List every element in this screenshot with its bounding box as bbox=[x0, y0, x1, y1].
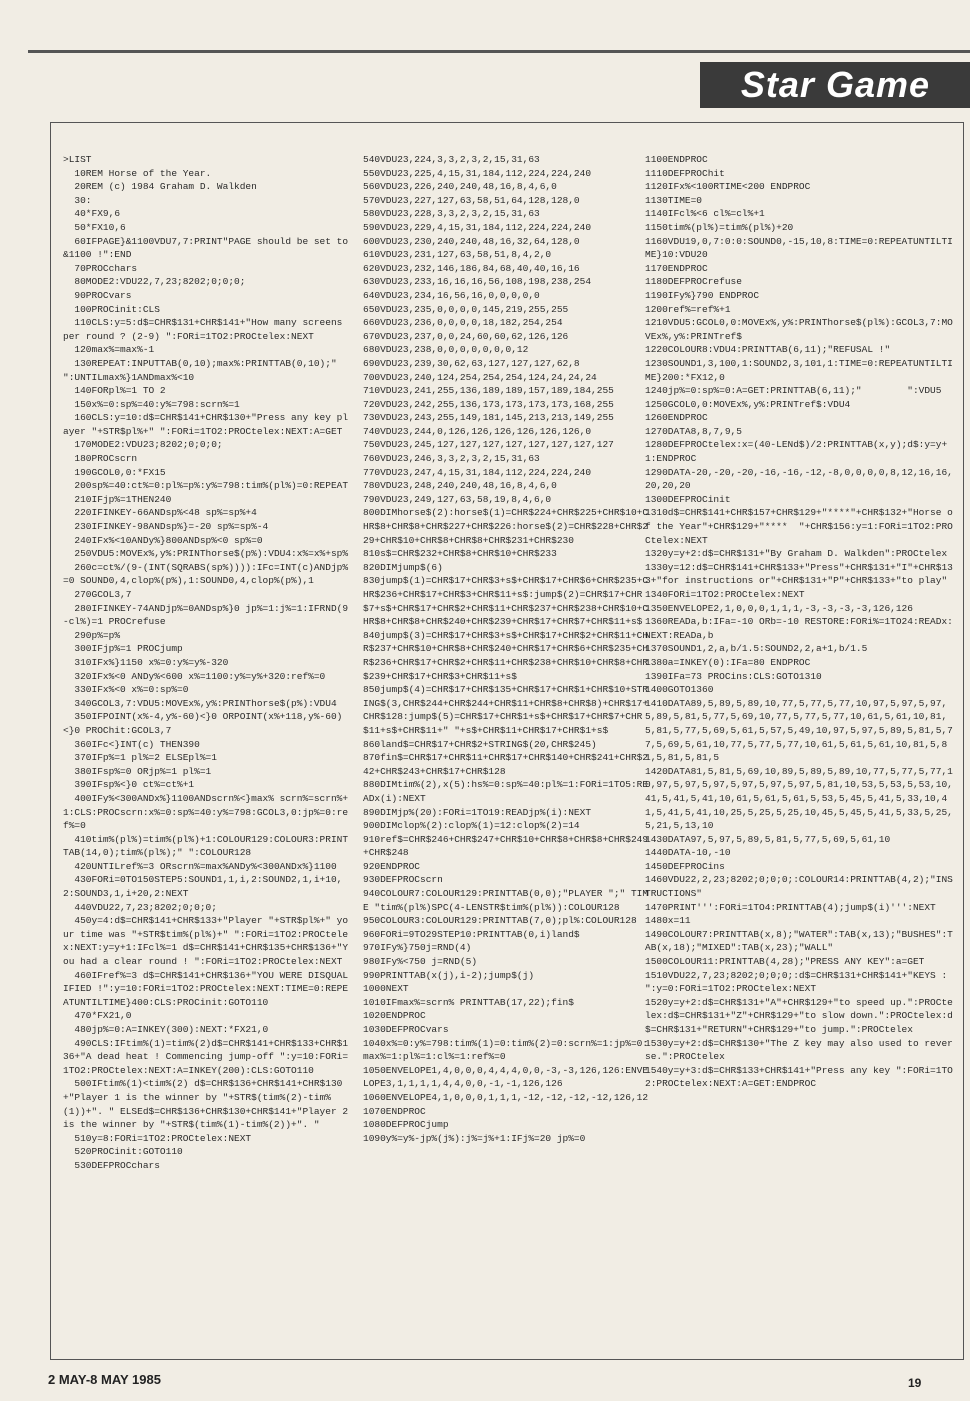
code-line: >LIST bbox=[63, 154, 92, 165]
code-line: 930DEFPROCscrn bbox=[363, 874, 443, 886]
code-line: 660VDU23,236,0,0,0,0,18,182,254,254 bbox=[363, 317, 563, 329]
code-line: 1080DEFPROCjump bbox=[363, 1119, 449, 1131]
code-line: 20REM (c) 1984 Graham D. Walkden bbox=[63, 181, 257, 193]
code-line: 1400GOTO1360 bbox=[645, 684, 714, 696]
code-line: 30: bbox=[63, 194, 92, 206]
code-line: 90PROCvars bbox=[63, 289, 132, 301]
code-line: 1510VDU22,7,23;8202;0;0;0;:d$=CHR$131+CHR$141+"KEYS : ":y=0:FORi=1TO2:PROCtelex:NEXT bbox=[645, 969, 953, 995]
code-line: 460IFref%=3 d$=CHR$141+CHR$136+"YOU WERE DISQUALIFIED !":y=10:FORi=1TO2:PROCtelex:NEXT:TIME=0:REPEATUNTILTIME}400:CLS:PROCinit:GOTO110 bbox=[63, 969, 349, 1008]
code-line: 750VDU23,245,127,127,127,127,127,127,127,127 bbox=[363, 439, 614, 451]
code-line: 1390IFa=73 PROCins:CLS:GOTO1310 bbox=[645, 670, 822, 682]
code-line: 880DIMtim%(2),x(5):hs%=0:sp%=40:pl%=1:FORi=1TO5:READx(i):NEXT bbox=[363, 779, 649, 804]
code-line: 560VDU23,226,240,240,48,16,8,4,6,0 bbox=[363, 181, 557, 193]
code-line: 120max%=max%-1 bbox=[63, 344, 155, 356]
code-line: 370IFp%=1 pl%=2 ELSEpl%=1 bbox=[63, 752, 217, 764]
code-line: 640VDU23,234,16,56,16,0,0,0,0,0 bbox=[363, 289, 540, 301]
code-line: 130REPEAT:INPUTTAB(0,10);max%:PRINTTAB(0,10);" ":UNTILmax%}1ANDmax%<10 bbox=[63, 357, 343, 383]
code-line: 180PROCscrn bbox=[63, 453, 138, 465]
code-line: 1150tim%(pl%)=tim%(pl%)+20 bbox=[645, 221, 794, 233]
code-line: 830jump$(1)=CHR$17+CHR$3+s$+CHR$17+CHR$6+CHR$235+CHR$236+CHR$17+CHR$3+CHR$11+s$:jump$(2)=CHR$17+CHR$7+s$+CHR$17+CHR$2+CHR$11+CHR$237+CHR$238+CHR$10+CHR$8+CHR$8+CHR$240+CHR$239+CHR$17+CHR$7+CHR$11+s$ bbox=[363, 575, 649, 628]
code-line: 470*FX21,0 bbox=[63, 1010, 132, 1022]
code-line: 1310d$=CHR$141+CHR$157+CHR$129+"****"+CHR$132+"Horse of the Year"+CHR$129+"**** "+CHR$156:y=1:FORi=1TO2:PROCtelex:NEXT bbox=[645, 507, 953, 546]
code-line: 1270DATA8,8,7,9,5 bbox=[645, 425, 742, 437]
code-line: 1350ENVELOPE2,1,0,0,0,1,1,1,-3,-3,-3,-3,126,126 bbox=[645, 602, 913, 614]
code-line: 620VDU23,232,146,186,84,68,40,40,16,16 bbox=[363, 262, 580, 274]
issue-date: 2 MAY-8 MAY 1985 bbox=[48, 1372, 161, 1387]
code-line: 1250GCOL0,0:MOVEx%,y%:PRINTref$:VDU4 bbox=[645, 398, 851, 410]
code-line: 1040x%=0:y%=798:tim%(1)=0:tim%(2)=0:scrn%=1:jp%=0:max%=1:pl%=1:cl%=1:ref%=0 bbox=[363, 1037, 649, 1063]
code-line: 940COLOUR7:COLOUR129:PRINTTAB(0,0);"PLAYER ";" TIME "tim%(pl%)SPC(4-LENSTR$tim%(pl%)):COLOUR128 bbox=[363, 888, 649, 913]
code-line: 980IFy%<750 j=RND(5) bbox=[363, 956, 478, 968]
code-line: 1200ref%=ref%+1 bbox=[645, 303, 731, 315]
code-line: 1410DATA89,5,89,5,89,10,77,5,77,5,77,10,97,5,97,5,97,5,89,5,81,5,77,5,69,10,77,5,77,5,77,10,61,5,61,10,81,5,81,5,77,5,69,5,61,5,57,5,49,10,97,5,97,5,89,5,81,5,77,5,69,5,61,10,77,5,77,5,77,10,61,5,61,5,61,10,81,5,81,5,81,5,81,5 bbox=[645, 697, 953, 764]
code-line: 350IFPOINT(x%-4,y%-60)<}0 ORPOINT(x%+118,y%-60)<}0 PROChit:GCOL3,7 bbox=[63, 711, 343, 736]
code-line: 150x%=0:sp%=40:y%=798:scrn%=1 bbox=[63, 398, 240, 410]
code-line: 910ref$=CHR$246+CHR$247+CHR$10+CHR$8+CHR$8+CHR$249+CHR$248 bbox=[363, 833, 649, 859]
code-line: 1210VDU5:GCOL0,0:MOVEx%,y%:PRINThorse$(pl%):GCOL3,7:MOVEx%,y%:PRINTref$ bbox=[645, 317, 953, 342]
code-line: 1170ENDPROC bbox=[645, 262, 708, 274]
code-line: 420UNTILref%=3 ORscrn%=max%ANDy%<300ANDx%}1100 bbox=[63, 860, 337, 872]
code-line: 1260ENDPROC bbox=[645, 412, 708, 424]
code-line: 1120IFx%<100RTIME<200 ENDPROC bbox=[645, 181, 811, 193]
code-line: 540VDU23,224,3,3,2,3,2,15,31,63 bbox=[363, 154, 540, 165]
code-line: 230IFINKEY-98ANDsp%}=-20 sp%=sp%-4 bbox=[63, 521, 269, 533]
code-line: 1470PRINT''':FORi=1TO4:PRINTTAB(4);jump$(i)''':NEXT bbox=[645, 901, 936, 913]
code-line: 570VDU23,227,127,63,58,51,64,128,128,0 bbox=[363, 194, 580, 206]
code-line: 1520y=y+2:d$=CHR$131+"A"+CHR$129+"to speed up.":PROCtelex:d$=CHR$131+"Z"+CHR$129+"to slow down.":PROCtelex:d$=CHR$131+"RETURN"+CHR$129+"to jump.":PROCtelex bbox=[645, 996, 953, 1035]
code-line: 1540y=y+3:d$=CHR$133+CHR$141+"Press any key ":FORi=1TO2:PROCtelex:NEXT:A=GET:ENDPROC bbox=[645, 1064, 953, 1090]
code-line: 300IFjp%=1 PROCjump bbox=[63, 643, 183, 655]
code-line: 1240jp%=0:sp%=0:A=GET:PRINTTAB(6,11);" ":VDU5 bbox=[645, 385, 942, 397]
code-line: 110CLS:y=5:d$=CHR$131+CHR$141+"How many screens per round ? (2-9) ":FORi=1TO2:PROCtelex:NEXT bbox=[63, 317, 349, 342]
code-line: 1440DATA-10,-10 bbox=[645, 847, 731, 859]
listing-frame bbox=[50, 122, 964, 1360]
code-line: 410tim%(pl%)=tim%(pl%)+1:COLOUR129:COLOUR3:PRINTTAB(14,0);tim%(pl%);" ":COLOUR128 bbox=[63, 833, 349, 859]
code-line: 1050ENVELOPE1,4,0,0,0,4,4,4,0,0,-3,-3,126,126:ENVELOPE3,1,1,1,1,4,4,0,0,-1,-1,126,126 bbox=[363, 1064, 649, 1090]
code-line: 160CLS:y=10:d$=CHR$141+CHR$130+"Press any key player "+STR$pl%+" ":FORi=1TO2:PROCtelex:NEXT:A=GET bbox=[63, 412, 349, 437]
code-line: 1070ENDPROC bbox=[363, 1105, 426, 1117]
code-line: 480jp%=0:A=INKEY(300):NEXT:*FX21,0 bbox=[63, 1024, 269, 1035]
code-line: 1280DEFPROCtelex:x=(40-LENd$)/2:PRINTTAB(x,y);d$:y=y+1:ENDPROC bbox=[645, 439, 948, 465]
code-line: 1450DEFPROCins bbox=[645, 860, 725, 872]
code-line: 1140IFcl%<6 cl%=cl%+1 bbox=[645, 208, 765, 220]
code-line: 1130TIME=0 bbox=[645, 194, 703, 206]
code-line: 530DEFPROCchars bbox=[63, 1159, 160, 1171]
code-line: 1180DEFPROCrefuse bbox=[645, 276, 742, 288]
code-line: 490CLS:IFtim%(1)=tim%(2)d$=CHR$141+CHR$133+CHR$136+"A dead heat ! Commencing jump-off ":y=10:FORi=1TO2:PROCtelex:NEXT:A=INKEY(200):CLS:GOTO110 bbox=[63, 1037, 349, 1076]
code-line: 1220COLOUR8:VDU4:PRINTTAB(6,11);"REFUSAL !" bbox=[645, 344, 891, 356]
code-line: 240IFx%<10ANDy%}800ANDsp%<0 sp%=0 bbox=[63, 534, 263, 546]
code-line: 1490COLOUR7:PRINTTAB(x,8);"WATER":TAB(x,13);"BUSHES":TAB(x,18);"MIXED":TAB(x,23);"WALL" bbox=[645, 928, 953, 954]
code-line: 1460VDU22,2,23;8202;0;0;0;:COLOUR14:PRINTTAB(4,2);"INSTRUCTIONS" bbox=[645, 874, 953, 900]
code-line: 580VDU23,228,3,3,2,3,2,15,31,63 bbox=[363, 208, 540, 220]
code-line: 1370SOUND1,2,a,b/1.5:SOUND2,2,a+1,b/1.5 bbox=[645, 643, 868, 655]
code-line: 1030DEFPROCvars bbox=[363, 1024, 449, 1035]
code-line: 1320y=y+2:d$=CHR$131+"By Graham D. Walkden":PROCtelex bbox=[645, 548, 948, 560]
code-line: 450y=4:d$=CHR$141+CHR$133+"Player "+STR$pl%+" your time was "+STR$tim%(pl%)+" ":FORi=1TO2:PROCtelex:NEXT:y=y+1:IFcl%=1 d$=CHR$141+CHR$135+CHR$136+"You had a clear round ! ":FORi=1TO2:PROCtelex:NEXT bbox=[63, 915, 349, 968]
code-line: 10REM Horse of the Year. bbox=[63, 167, 212, 179]
code-line: 520PROCinit:GOTO110 bbox=[63, 1146, 183, 1158]
code-line: 610VDU23,231,127,63,58,51,8,4,2,0 bbox=[363, 249, 552, 261]
code-line: 700VDU23,240,124,254,254,254,124,24,24,24 bbox=[363, 371, 597, 383]
code-line: 1110DEFPROChit bbox=[645, 167, 725, 179]
code-line: 1010IFmax%=scrn% PRINTTAB(17,22);fin$ bbox=[363, 996, 574, 1008]
code-line: 790VDU23,249,127,63,58,19,8,4,6,0 bbox=[363, 493, 552, 505]
code-line: 760VDU23,246,3,3,2,3,2,15,31,63 bbox=[363, 453, 540, 465]
listing-column-2 bbox=[363, 153, 653, 1145]
code-line: 680VDU23,238,0,0,0,0,0,0,0,12 bbox=[363, 344, 529, 356]
code-line: 320IFx%<0 ANDy%<600 x%=1100:y%=y%+320:ref%=0 bbox=[63, 670, 326, 682]
code-line: 200sp%=40:ct%=0:pl%=p%:y%=798:tim%(pl%)=0:REPEAT bbox=[63, 480, 349, 492]
code-line: 1090y%=y%-jp%(j%):j%=j%+1:IFj%=20 jp%=0 bbox=[363, 1132, 586, 1144]
code-line: 550VDU23,225,4,15,31,184,112,224,224,240 bbox=[363, 167, 592, 179]
code-line: 80MODE2:VDU22,7,23;8202;0;0;0; bbox=[63, 276, 246, 288]
code-line: 650VDU23,235,0,0,0,0,145,219,255,255 bbox=[363, 303, 569, 315]
code-line: 390IFsp%<}0 ct%=ct%+1 bbox=[63, 779, 195, 791]
code-line: 40*FX9,6 bbox=[63, 208, 121, 220]
code-line: 1000NEXT bbox=[363, 983, 409, 995]
code-line: 1480x=11 bbox=[645, 915, 691, 927]
code-line: 70PROCchars bbox=[63, 262, 138, 274]
code-line: 210IFjp%=1THEN240 bbox=[63, 493, 172, 505]
code-line: 1530y=y+2:d$=CHR$130+"The Z key may also used to reverse.":PROCtelex bbox=[645, 1037, 953, 1063]
code-line: 730VDU23,243,255,149,181,145,213,213,149,255 bbox=[363, 412, 614, 424]
code-line: 250VDU5:MOVEx%,y%:PRINThorse$(p%):VDU4:x%=x%+sp% bbox=[63, 548, 349, 560]
code-line: 510y=8:FORi=1TO2:PROCtelex:NEXT bbox=[63, 1132, 252, 1144]
code-line: 500IFtim%(1)<tim%(2) d$=CHR$136+CHR$141+CHR$130+"Player 1 is the winner by "+STR$(tim%(2)-tim%(1))+". " ELSEd$=CHR$136+CHR$130+CHR$141+"Player 2 is the winner by "+STR$(tim%(1)-tim%(2))+". " bbox=[63, 1078, 354, 1131]
code-line: 1230SOUND1,3,100,1:SOUND2,3,101,1:TIME=0:REPEATUNTILTIME}200:*FX12,0 bbox=[645, 357, 953, 383]
code-line: 720VDU23,242,255,136,173,173,173,173,168,255 bbox=[363, 398, 614, 410]
code-line: 190GCOL0,0:*FX15 bbox=[63, 466, 166, 478]
code-line: 1380a=INKEY(0):IFa=80 ENDPROC bbox=[645, 656, 811, 668]
section-banner: Star Game bbox=[700, 62, 970, 108]
code-line: 360IFc<}INT(c) THEN390 bbox=[63, 738, 200, 750]
code-line: 260c=ct%/(9-(INT(SQRABS(sp%)))):IFc=INT(c)ANDjp%=0 SOUND0,4,clop%(p%),1:SOUND0,4,clop%(p%),1 bbox=[63, 561, 349, 587]
code-line: 1430DATA97,5,97,5,89,5,81,5,77,5,69,5,61,10 bbox=[645, 833, 891, 845]
code-line: 340GCOL3,7:VDU5:MOVEx%,y%:PRINThorse$(p%):VDU4 bbox=[63, 697, 337, 709]
code-line: 850jump$(4)=CHR$17+CHR$135+CHR$17+CHR$1+CHR$10+STRING$(3,CHR$244+CHR$244+CHR$11+CHR$8+CHR$8)+CHR$17+CHR$128:jump$(5)=CHR$17+CHR$1+s$+CHR$17+CHR$7+CHR$11+s$+CHR$11+" "+s$+CHR$11+CHR$17+CHR$1+s$ bbox=[363, 684, 649, 736]
code-line: 60IFPAGE}&1100VDU7,7:PRINT"PAGE should be set to &1100 !":END bbox=[63, 235, 354, 261]
code-line: 710VDU23,241,255,136,189,189,157,189,184,255 bbox=[363, 385, 614, 397]
code-line: 780VDU23,248,240,240,48,16,8,4,6,0 bbox=[363, 480, 557, 492]
code-line: 220IFINKEY-66ANDsp%<48 sp%=sp%+4 bbox=[63, 507, 257, 519]
code-line: 920ENDPROC bbox=[363, 860, 421, 872]
code-line: 810s$=CHR$232+CHR$8+CHR$10+CHR$233 bbox=[363, 548, 557, 560]
code-line: 1330y=12:d$=CHR$141+CHR$133+"Press"+CHR$131+"I"+CHR$133+"for instructions or"+CHR$131+"P"+CHR$133+"to play" bbox=[645, 561, 953, 587]
code-line: 1340FORi=1TO2:PROCtelex:NEXT bbox=[645, 589, 805, 600]
code-line: 440VDU22,7,23;8202;0;0;0; bbox=[63, 901, 217, 913]
code-line: 990PRINTTAB(x(j),i-2);jump$(j) bbox=[363, 969, 535, 981]
code-line: 380IFsp%=0 ORjp%=1 pl%=1 bbox=[63, 765, 212, 777]
code-line: 970IFy%}750j=RND(4) bbox=[363, 942, 472, 954]
code-line: 50*FX10,6 bbox=[63, 221, 126, 233]
code-line: 890DIMjp%(20):FORi=1TO19:READjp%(i):NEXT bbox=[363, 806, 592, 818]
code-line: 600VDU23,230,240,240,48,16,32,64,128,0 bbox=[363, 235, 580, 247]
code-line: 670VDU23,237,0,0,24,60,60,62,126,126 bbox=[363, 330, 569, 342]
page-number: 19 bbox=[908, 1376, 922, 1390]
code-line: 740VDU23,244,0,126,126,126,126,126,126,0 bbox=[363, 425, 592, 437]
code-line: 1420DATA81,5,81,5,69,10,89,5,89,5,89,10,77,5,77,5,77,10,97,5,97,5,97,5,97,5,97,5,97,5,81,10,53,5,53,5,53,10,41,5,41,5,41,10,61,5,61,5,61,5,53,5,45,5,41,5,33,10,41,5,41,5,41,10,25,5,25,5,25,10,45,5,45,5,41,5,33,5,25,5,21,5,13,10 bbox=[645, 765, 953, 832]
code-line: 310IFx%}1150 x%=0:y%=y%-320 bbox=[63, 656, 229, 668]
code-line: 870fin$=CHR$17+CHR$11+CHR$17+CHR$140+CHR$241+CHR$242+CHR$243+CHR$17+CHR$128 bbox=[363, 752, 649, 777]
code-line: 400IFy%<300ANDx%}1100ANDscrn%<}max% scrn%=scrn%+1:CLS:PROCscrn:x%=0:sp%=40:y%=798:GCOL3,0:jp%=0:ref%=0 bbox=[63, 792, 349, 832]
code-line: 330IFx%<0 x%=0:sp%=0 bbox=[63, 684, 189, 696]
code-line: 770VDU23,247,4,15,31,184,112,224,224,240 bbox=[363, 466, 592, 478]
code-line: 290p%=p% bbox=[63, 629, 121, 641]
code-line: 1290DATA-20,-20,-20,-16,-16,-12,-8,0,0,0,0,8,12,16,16,20,20,20 bbox=[645, 466, 953, 492]
code-line: 1020ENDPROC bbox=[363, 1010, 426, 1022]
listing-column-3 bbox=[645, 153, 957, 1091]
code-line: 960FORi=9TO29STEP10:PRINTTAB(0,i)land$ bbox=[363, 928, 580, 940]
code-line: 1160VDU19,0,7:0:0:SOUND0,-15,10,8:TIME=0:REPEATUNTILTIME}10:VDU20 bbox=[645, 235, 953, 261]
code-line: 140FORpl%=1 TO 2 bbox=[63, 385, 166, 397]
code-line: 270GCOL3,7 bbox=[63, 589, 132, 600]
code-line: 430FORi=0TO150STEP5:SOUND1,1,i,2:SOUND2,1,i+10,2:SOUND3,1,i+20,2:NEXT bbox=[63, 874, 343, 900]
code-line: 590VDU23,229,4,15,31,184,112,224,224,240 bbox=[363, 221, 592, 233]
code-line: 1360READa,b:IFa=-10 ORb=-10 RESTORE:FORi%=1TO24:READx:NEXT:READa,b bbox=[645, 616, 953, 641]
listing-column-1 bbox=[63, 153, 353, 1173]
top-rule bbox=[28, 50, 970, 53]
code-line: 900DIMclop%(2):clop%(1)=12:clop%(2)=14 bbox=[363, 820, 580, 832]
code-line: 800DIMhorse$(2):horse$(1)=CHR$224+CHR$225+CHR$10+CHR$8+CHR$8+CHR$227+CHR$226:horse$(2)=CHR$228+CHR$229+CHR$10+CHR$8+CHR$8+CHR$231+CHR$230 bbox=[363, 507, 649, 546]
code-line: 1190IFy%}790 ENDPROC bbox=[645, 289, 760, 301]
code-line: 950COLOUR3:COLOUR129:PRINTTAB(7,0);pl%:COLOUR128 bbox=[363, 915, 637, 927]
code-line: 820DIMjump$(6) bbox=[363, 561, 443, 573]
code-line: 1300DEFPROCinit bbox=[645, 493, 731, 505]
code-line: 1100ENDPROC bbox=[645, 154, 708, 165]
code-line: 860land$=CHR$17+CHR$2+STRING$(20,CHR$245) bbox=[363, 738, 597, 750]
code-line: 840jump$(3)=CHR$17+CHR$3+s$+CHR$17+CHR$2+CHR$11+CHR$237+CHR$10+CHR$8+CHR$240+CHR$17+CHR$6+CHR$235+CHR$236+CHR$17+CHR$2+CHR$11+CHR$238+CHR$10+CHR$8+CHR$239+CHR$17+CHR$3+CHR$11+s$ bbox=[363, 629, 649, 682]
code-line: 690VDU23,239,30,62,63,127,127,127,62,8 bbox=[363, 357, 580, 369]
code-line: 1500COLOUR11:PRINTTAB(4,28);"PRESS ANY KEY":a=GET bbox=[645, 956, 925, 968]
code-line: 630VDU23,233,16,16,16,56,108,198,238,254 bbox=[363, 276, 592, 288]
code-line: 1060ENVELOPE4,1,0,0,0,1,1,1,-12,-12,-12,-12,126,12 bbox=[363, 1091, 649, 1103]
code-line: 100PROCinit:CLS bbox=[63, 303, 160, 315]
code-line: 170MODE2:VDU23;8202;0;0;0; bbox=[63, 439, 223, 451]
code-line: 280IFINKEY-74ANDjp%=0ANDsp%}0 jp%=1:j%=1:IFRND(9-cl%)=1 PROCrefuse bbox=[63, 602, 349, 628]
